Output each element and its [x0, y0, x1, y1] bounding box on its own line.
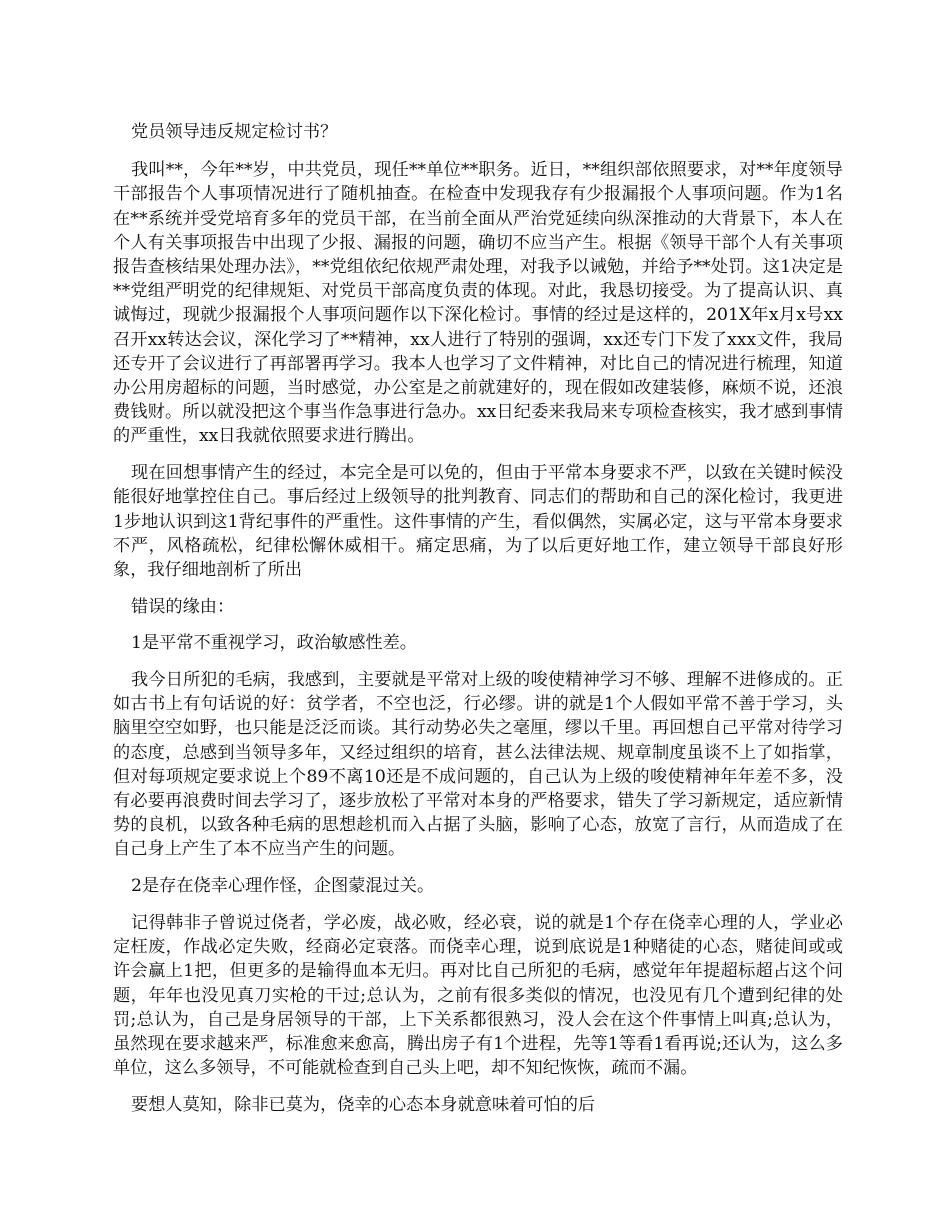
document-page [113, 120, 843, 1130]
paragraph-7: 记得韩非子曾说过侥者，学必废，战必败，经必衰，说的就是1个存在侥幸心理的人，学业必定枉废，作战必定失败，经商必定衰落。而侥幸心理，说到底说是1种赌徒的心态，赌徒间或或许会赢上1把，但更多的是输得血本无归。再对比自己所犯的毛病，感觉年年提超标超占这个问题，年年也没见真刀实枪的干过;总认为，之前有很多类似的情况，也没见有几个遭到纪律的处罚;总认为，自己是身居领导的干部，上下关系都很熟习，没人会在这个件事情上叫真;总认为，虽然现在要求越来严，标准愈来愈高，腾出房子有1个进程，先等1等看1看再说;还认为，这么多单位，这么多领导，不可能就检查到自己头上吧，却不知纪恢恢，疏而不漏。 [113, 912, 843, 1079]
paragraph-5: 我今日所犯的毛病，我感到，主要就是平常对上级的唆使精神学习不够、理解不进修成的。正如古书上有句话说的好：贫学者，不空也泛，行必缪。讲的就是1个人假如平常不善于学习，头脑里空空如野，也只能是泛泛而谈。其行动势必失之毫厘，缪以千里。再回想自己平常对待学习的态度，总感到当领导多年，又经过组织的培育，甚么法律法规、规章制度虽谈不上了如指掌，但对每项规定要求说上个89不离10还是不成问题的，自己认为上级的唆使精神年年差不多，没有必要再浪费时间去学习了，逐步放松了平常对本身的严格要求，错失了学习新规定，适应新情势的良机，以致各种毛病的思想趁机而入占据了头脑，影响了心态，放宽了言行，从而造成了在自己身上产生了本不应当产生的问题。 [113, 670, 843, 860]
paragraph-6: 2是存在侥幸心理作怪，企图蒙混过关。 [131, 876, 435, 897]
paragraph-1: 我叫**，今年**岁，中共党员，现任**单位**职务。近日，**组织部依照要求，对**年度领导干部报告个人事项情况进行了随机抽查。在检查中发现我存有少报漏报个人事项问题。作为1名在**系统并受党培育多年的党员干部，在当前全面从严治党延续向纵深推动的大背景下，本人在个人有关事项报告中出现了少报、漏报的问题，确切不应当产生。根据《领导干部个人有关事项报告查核结果处理办法》，**党组依纪依规严肃处理，对我予以诫勉，并给予**处罚。这1决定是**党组严明党的纪律规矩、对党员干部高度负责的体现。对此，我恳切接受。为了提高认识、真诚悔过，现就少报漏报个人事项问题作以下深化检讨。事情的经过是这样的，201X年x月x号xx召开xx转达会议，深化学习了**精神，xx人进行了特别的强调，xx还专门下发了xxx文件，我局还专开了会议进行了再部署再学习。我本人也学习了文件精神，对比自己的情况进行梳理，知道办公用房超标的问题，当时感觉，办公室是之前就建好的，现在假如改建装修，麻烦不说，还浪费钱财。所以就没把这个事当作急事进行急办。xx日纪委来我局来专项检查核实，我才感到事情的严重性，xx日我就依照要求进行腾出。 [113, 160, 843, 447]
paragraph-4: 1是平常不重视学习，政治敏感性差。 [131, 633, 417, 654]
paragraph-8: 要想人莫知，除非已莫为，侥幸的心态本身就意味着可怕的后 [131, 1094, 596, 1115]
document-title: 党员领导违反规定检讨书？ [131, 122, 338, 142]
paragraph-2: 现在回想事情产生的经过，本完全是可以免的，但由于平常本身要求不严，以致在关键时候没能很好地掌控住自己。事后经过上级领导的批判教育、同志们的帮助和自己的深化检讨，我更进1步地认识到这1背纪事件的严重性。这件事情的产生，看似偶然，实属必定，这与平常本身要求不严，风格疏松，纪律松懈休威相干。痛定思痛，为了以后更好地工作，建立领导干部良好形象，我仔细地剖析了所出 [113, 463, 843, 580]
paragraph-3: 错误的缘由： [131, 596, 235, 617]
